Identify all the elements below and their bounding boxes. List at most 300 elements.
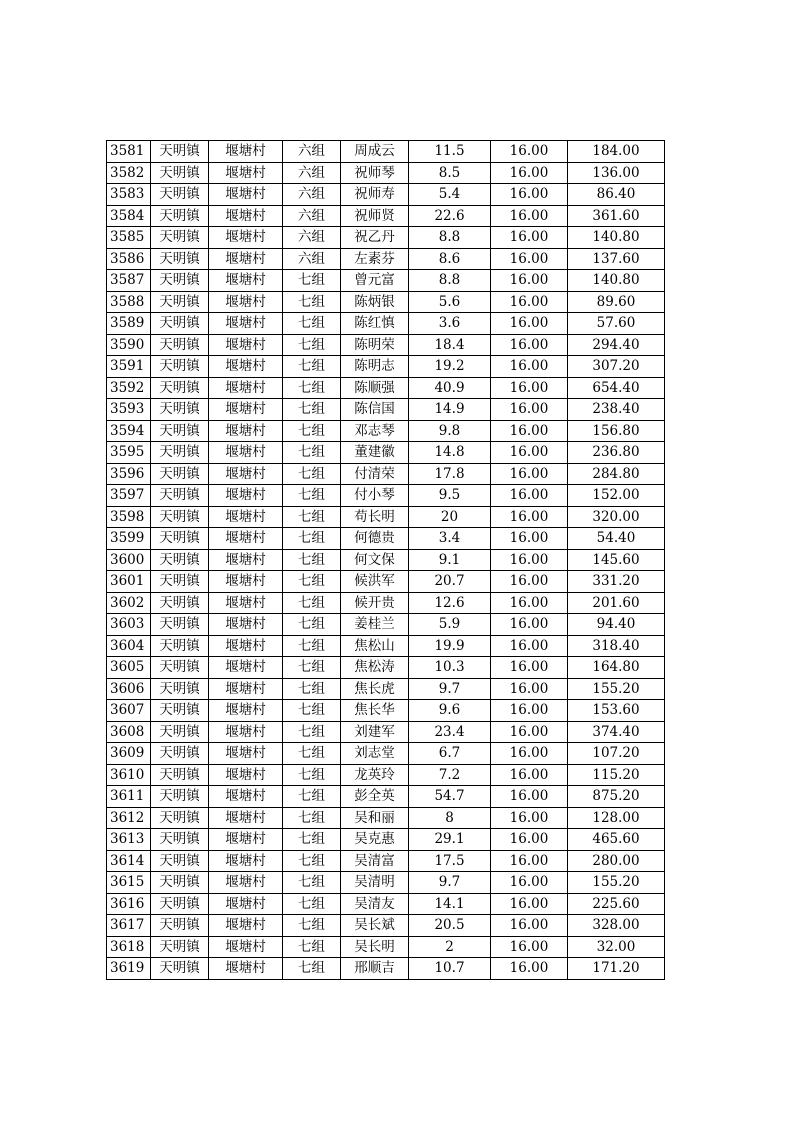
town-name-cell: 天明镇 [151,893,209,915]
row-number-cell: 3619 [107,958,151,980]
amount-value-cell: 171.20 [568,958,665,980]
amount-value-cell: 184.00 [568,141,665,163]
row-number-cell: 3603 [107,614,151,636]
group-name-cell: 七组 [283,442,341,464]
area-value-cell: 54.7 [409,786,491,808]
area-value-cell: 11.5 [409,141,491,163]
group-name-cell: 七组 [283,635,341,657]
area-value-cell: 5.6 [409,291,491,313]
group-name-cell: 七组 [283,313,341,335]
person-name-cell: 邓志琴 [341,420,409,442]
row-number-cell: 3605 [107,657,151,679]
village-name-cell: 堰塘村 [209,291,283,313]
person-name-cell: 陈明志 [341,356,409,378]
village-name-cell: 堰塘村 [209,356,283,378]
unit-rate-cell: 16.00 [491,270,568,292]
village-name-cell: 堰塘村 [209,442,283,464]
unit-rate-cell: 16.00 [491,571,568,593]
unit-rate-cell: 16.00 [491,700,568,722]
table-row [107,657,665,679]
group-name-cell: 七组 [283,850,341,872]
amount-value-cell: 54.40 [568,528,665,550]
group-name-cell: 六组 [283,184,341,206]
person-name-cell: 吴清友 [341,893,409,915]
town-name-cell: 天明镇 [151,872,209,894]
table-row [107,592,665,614]
person-name-cell: 焦长华 [341,700,409,722]
group-name-cell: 七组 [283,786,341,808]
village-name-cell: 堰塘村 [209,700,283,722]
group-name-cell: 六组 [283,227,341,249]
area-value-cell: 10.7 [409,958,491,980]
person-name-cell: 何文保 [341,549,409,571]
person-name-cell: 候开贵 [341,592,409,614]
person-name-cell: 吴清明 [341,872,409,894]
village-name-cell: 堰塘村 [209,807,283,829]
area-value-cell: 9.7 [409,678,491,700]
area-value-cell: 3.4 [409,528,491,550]
town-name-cell: 天明镇 [151,248,209,270]
unit-rate-cell: 16.00 [491,807,568,829]
town-name-cell: 天明镇 [151,291,209,313]
unit-rate-cell: 16.00 [491,936,568,958]
unit-rate-cell: 16.00 [491,205,568,227]
group-name-cell: 七组 [283,893,341,915]
row-number-cell: 3598 [107,506,151,528]
row-number-cell: 3591 [107,356,151,378]
row-number-cell: 3590 [107,334,151,356]
group-name-cell: 七组 [283,915,341,937]
group-name-cell: 七组 [283,485,341,507]
row-number-cell: 3601 [107,571,151,593]
town-name-cell: 天明镇 [151,786,209,808]
table-row [107,399,665,421]
table-row [107,549,665,571]
group-name-cell: 七组 [283,743,341,765]
town-name-cell: 天明镇 [151,549,209,571]
group-name-cell: 六组 [283,248,341,270]
group-name-cell: 七组 [283,356,341,378]
town-name-cell: 天明镇 [151,485,209,507]
group-name-cell: 六组 [283,205,341,227]
village-name-cell: 堰塘村 [209,506,283,528]
area-value-cell: 9.7 [409,872,491,894]
village-name-cell: 堰塘村 [209,743,283,765]
table-row [107,291,665,313]
area-value-cell: 7.2 [409,764,491,786]
group-name-cell: 七组 [283,807,341,829]
group-name-cell: 六组 [283,162,341,184]
table-row [107,377,665,399]
table-row [107,356,665,378]
village-name-cell: 堰塘村 [209,850,283,872]
person-name-cell: 吴清富 [341,850,409,872]
table-body [107,141,665,980]
table-row [107,915,665,937]
row-number-cell: 3606 [107,678,151,700]
area-value-cell: 20 [409,506,491,528]
town-name-cell: 天明镇 [151,850,209,872]
area-value-cell: 17.8 [409,463,491,485]
table-row [107,829,665,851]
village-name-cell: 堰塘村 [209,463,283,485]
table-row [107,485,665,507]
town-name-cell: 天明镇 [151,205,209,227]
unit-rate-cell: 16.00 [491,915,568,937]
area-value-cell: 14.8 [409,442,491,464]
village-name-cell: 堰塘村 [209,786,283,808]
unit-rate-cell: 16.00 [491,356,568,378]
town-name-cell: 天明镇 [151,141,209,163]
town-name-cell: 天明镇 [151,463,209,485]
area-value-cell: 8.5 [409,162,491,184]
amount-value-cell: 153.60 [568,700,665,722]
area-value-cell: 3.6 [409,313,491,335]
table-row [107,248,665,270]
row-number-cell: 3600 [107,549,151,571]
row-number-cell: 3609 [107,743,151,765]
unit-rate-cell: 16.00 [491,227,568,249]
table-row [107,571,665,593]
town-name-cell: 天明镇 [151,635,209,657]
area-value-cell: 40.9 [409,377,491,399]
row-number-cell: 3614 [107,850,151,872]
row-number-cell: 3592 [107,377,151,399]
town-name-cell: 天明镇 [151,743,209,765]
unit-rate-cell: 16.00 [491,248,568,270]
amount-value-cell: 236.80 [568,442,665,464]
person-name-cell: 付小琴 [341,485,409,507]
village-name-cell: 堰塘村 [209,614,283,636]
person-name-cell: 焦松涛 [341,657,409,679]
group-name-cell: 七组 [283,829,341,851]
person-name-cell: 祝师琴 [341,162,409,184]
town-name-cell: 天明镇 [151,571,209,593]
table-row [107,334,665,356]
table-row [107,958,665,980]
village-name-cell: 堰塘村 [209,893,283,915]
village-name-cell: 堰塘村 [209,678,283,700]
town-name-cell: 天明镇 [151,184,209,206]
village-name-cell: 堰塘村 [209,872,283,894]
person-name-cell: 邢顺吉 [341,958,409,980]
person-name-cell: 刘建军 [341,721,409,743]
amount-value-cell: 57.60 [568,313,665,335]
amount-value-cell: 361.60 [568,205,665,227]
group-name-cell: 七组 [283,291,341,313]
group-name-cell: 七组 [283,571,341,593]
person-name-cell: 付清荣 [341,463,409,485]
unit-rate-cell: 16.00 [491,678,568,700]
person-name-cell: 陈顺强 [341,377,409,399]
person-name-cell: 候洪军 [341,571,409,593]
person-name-cell: 陈炳银 [341,291,409,313]
town-name-cell: 天明镇 [151,807,209,829]
village-name-cell: 堰塘村 [209,592,283,614]
table-row [107,700,665,722]
amount-value-cell: 201.60 [568,592,665,614]
unit-rate-cell: 16.00 [491,420,568,442]
row-number-cell: 3585 [107,227,151,249]
village-name-cell: 堰塘村 [209,205,283,227]
table-row [107,893,665,915]
amount-value-cell: 107.20 [568,743,665,765]
table-row [107,420,665,442]
person-name-cell: 苟长明 [341,506,409,528]
amount-value-cell: 284.80 [568,463,665,485]
town-name-cell: 天明镇 [151,829,209,851]
town-name-cell: 天明镇 [151,657,209,679]
person-name-cell: 何德贵 [341,528,409,550]
area-value-cell: 17.5 [409,850,491,872]
town-name-cell: 天明镇 [151,420,209,442]
unit-rate-cell: 16.00 [491,958,568,980]
row-number-cell: 3582 [107,162,151,184]
amount-value-cell: 225.60 [568,893,665,915]
unit-rate-cell: 16.00 [491,850,568,872]
group-name-cell: 七组 [283,528,341,550]
table-row [107,786,665,808]
row-number-cell: 3604 [107,635,151,657]
town-name-cell: 天明镇 [151,334,209,356]
table-row [107,872,665,894]
amount-value-cell: 145.60 [568,549,665,571]
area-value-cell: 8.8 [409,270,491,292]
amount-value-cell: 374.40 [568,721,665,743]
unit-rate-cell: 16.00 [491,377,568,399]
town-name-cell: 天明镇 [151,399,209,421]
unit-rate-cell: 16.00 [491,786,568,808]
amount-value-cell: 155.20 [568,872,665,894]
area-value-cell: 22.6 [409,205,491,227]
table-row [107,614,665,636]
amount-value-cell: 152.00 [568,485,665,507]
amount-value-cell: 140.80 [568,270,665,292]
town-name-cell: 天明镇 [151,528,209,550]
table-row [107,227,665,249]
town-name-cell: 天明镇 [151,592,209,614]
unit-rate-cell: 16.00 [491,399,568,421]
group-name-cell: 七组 [283,399,341,421]
table-row [107,678,665,700]
amount-value-cell: 280.00 [568,850,665,872]
town-name-cell: 天明镇 [151,442,209,464]
table-row [107,162,665,184]
town-name-cell: 天明镇 [151,227,209,249]
person-name-cell: 龙英玲 [341,764,409,786]
area-value-cell: 19.2 [409,356,491,378]
area-value-cell: 12.6 [409,592,491,614]
row-number-cell: 3618 [107,936,151,958]
group-name-cell: 七组 [283,872,341,894]
row-number-cell: 3610 [107,764,151,786]
village-name-cell: 堰塘村 [209,184,283,206]
village-name-cell: 堰塘村 [209,334,283,356]
village-name-cell: 堰塘村 [209,764,283,786]
person-name-cell: 陈明荣 [341,334,409,356]
group-name-cell: 七组 [283,334,341,356]
amount-value-cell: 137.60 [568,248,665,270]
town-name-cell: 天明镇 [151,356,209,378]
table-row [107,807,665,829]
group-name-cell: 七组 [283,678,341,700]
area-value-cell: 9.6 [409,700,491,722]
village-name-cell: 堰塘村 [209,721,283,743]
amount-value-cell: 136.00 [568,162,665,184]
unit-rate-cell: 16.00 [491,528,568,550]
area-value-cell: 5.9 [409,614,491,636]
amount-value-cell: 164.80 [568,657,665,679]
area-value-cell: 6.7 [409,743,491,765]
table-row [107,743,665,765]
village-name-cell: 堰塘村 [209,915,283,937]
table-row [107,850,665,872]
table-row [107,463,665,485]
town-name-cell: 天明镇 [151,506,209,528]
group-name-cell: 七组 [283,549,341,571]
area-value-cell: 8 [409,807,491,829]
unit-rate-cell: 16.00 [491,485,568,507]
area-value-cell: 2 [409,936,491,958]
row-number-cell: 3616 [107,893,151,915]
town-name-cell: 天明镇 [151,936,209,958]
group-name-cell: 七组 [283,270,341,292]
area-value-cell: 8.8 [409,227,491,249]
area-value-cell: 9.1 [409,549,491,571]
amount-value-cell: 328.00 [568,915,665,937]
unit-rate-cell: 16.00 [491,657,568,679]
group-name-cell: 七组 [283,420,341,442]
group-name-cell: 七组 [283,657,341,679]
person-name-cell: 祝乙丹 [341,227,409,249]
row-number-cell: 3608 [107,721,151,743]
village-name-cell: 堰塘村 [209,162,283,184]
area-value-cell: 29.1 [409,829,491,851]
unit-rate-cell: 16.00 [491,291,568,313]
group-name-cell: 七组 [283,721,341,743]
village-name-cell: 堰塘村 [209,141,283,163]
row-number-cell: 3588 [107,291,151,313]
row-number-cell: 3612 [107,807,151,829]
table-row [107,141,665,163]
unit-rate-cell: 16.00 [491,872,568,894]
table-row [107,270,665,292]
table-row [107,184,665,206]
area-value-cell: 20.7 [409,571,491,593]
area-value-cell: 23.4 [409,721,491,743]
person-name-cell: 周成云 [341,141,409,163]
amount-value-cell: 465.60 [568,829,665,851]
amount-value-cell: 320.00 [568,506,665,528]
area-value-cell: 8.6 [409,248,491,270]
unit-rate-cell: 16.00 [491,893,568,915]
area-value-cell: 20.5 [409,915,491,937]
town-name-cell: 天明镇 [151,958,209,980]
amount-value-cell: 331.20 [568,571,665,593]
table-row [107,205,665,227]
group-name-cell: 七组 [283,592,341,614]
town-name-cell: 天明镇 [151,678,209,700]
group-name-cell: 七组 [283,377,341,399]
row-number-cell: 3584 [107,205,151,227]
village-name-cell: 堰塘村 [209,420,283,442]
amount-value-cell: 115.20 [568,764,665,786]
subsidy-table [106,140,665,980]
town-name-cell: 天明镇 [151,614,209,636]
person-name-cell: 焦松山 [341,635,409,657]
group-name-cell: 七组 [283,463,341,485]
person-name-cell: 陈信国 [341,399,409,421]
row-number-cell: 3599 [107,528,151,550]
amount-value-cell: 307.20 [568,356,665,378]
group-name-cell: 七组 [283,700,341,722]
town-name-cell: 天明镇 [151,270,209,292]
person-name-cell: 祝师贤 [341,205,409,227]
row-number-cell: 3617 [107,915,151,937]
group-name-cell: 六组 [283,141,341,163]
amount-value-cell: 32.00 [568,936,665,958]
town-name-cell: 天明镇 [151,377,209,399]
village-name-cell: 堰塘村 [209,549,283,571]
village-name-cell: 堰塘村 [209,399,283,421]
table-row [107,313,665,335]
group-name-cell: 七组 [283,936,341,958]
person-name-cell: 吴和丽 [341,807,409,829]
row-number-cell: 3602 [107,592,151,614]
village-name-cell: 堰塘村 [209,958,283,980]
group-name-cell: 七组 [283,764,341,786]
table-row [107,442,665,464]
amount-value-cell: 238.40 [568,399,665,421]
unit-rate-cell: 16.00 [491,141,568,163]
row-number-cell: 3589 [107,313,151,335]
person-name-cell: 焦长虎 [341,678,409,700]
row-number-cell: 3583 [107,184,151,206]
table-row [107,635,665,657]
area-value-cell: 14.9 [409,399,491,421]
village-name-cell: 堰塘村 [209,248,283,270]
village-name-cell: 堰塘村 [209,227,283,249]
village-name-cell: 堰塘村 [209,377,283,399]
person-name-cell: 曾元富 [341,270,409,292]
area-value-cell: 9.5 [409,485,491,507]
town-name-cell: 天明镇 [151,313,209,335]
group-name-cell: 七组 [283,614,341,636]
unit-rate-cell: 16.00 [491,184,568,206]
table-row [107,528,665,550]
area-value-cell: 5.4 [409,184,491,206]
village-name-cell: 堰塘村 [209,571,283,593]
person-name-cell: 祝师寿 [341,184,409,206]
row-number-cell: 3586 [107,248,151,270]
amount-value-cell: 128.00 [568,807,665,829]
amount-value-cell: 86.40 [568,184,665,206]
person-name-cell: 吴克惠 [341,829,409,851]
amount-value-cell: 654.40 [568,377,665,399]
table-row [107,506,665,528]
village-name-cell: 堰塘村 [209,936,283,958]
unit-rate-cell: 16.00 [491,313,568,335]
town-name-cell: 天明镇 [151,162,209,184]
town-name-cell: 天明镇 [151,700,209,722]
person-name-cell: 吴长斌 [341,915,409,937]
town-name-cell: 天明镇 [151,915,209,937]
unit-rate-cell: 16.00 [491,442,568,464]
group-name-cell: 七组 [283,506,341,528]
person-name-cell: 吴长明 [341,936,409,958]
village-name-cell: 堰塘村 [209,485,283,507]
area-value-cell: 14.1 [409,893,491,915]
